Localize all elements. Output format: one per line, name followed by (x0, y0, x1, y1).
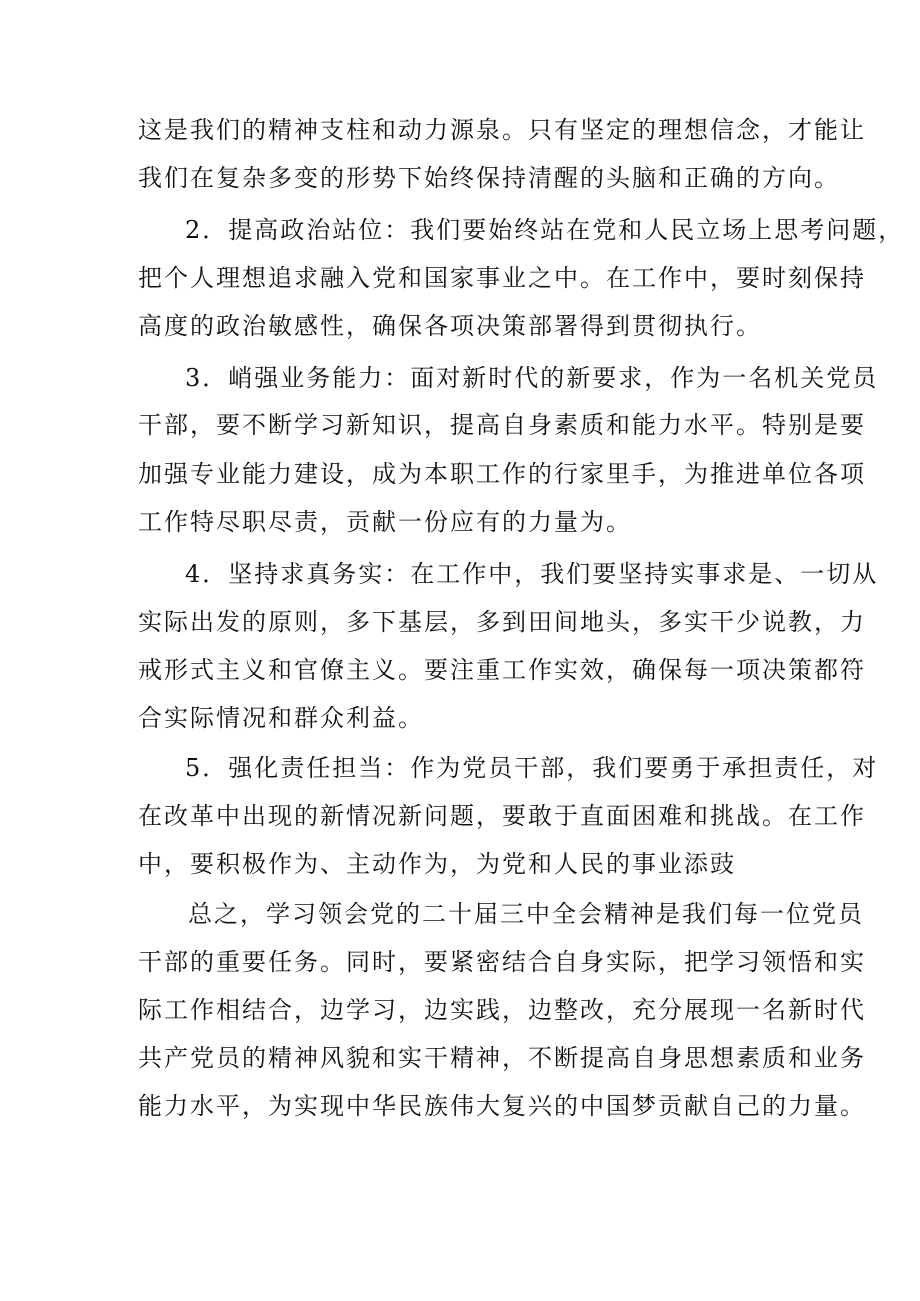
text-line (0, 454, 920, 494)
text-line-content: 我们在复杂多变的形势下始终保持清醒的头脑和正确的方向。 (138, 164, 840, 192)
text-line-content: 4．坚持求真务实：在工作中，我们要坚持实事求是、一切从 (185, 560, 879, 588)
text-line-content: 际工作相结合，边学习，边实践，边整改，充分展现一名新时代 (138, 996, 866, 1024)
text-line (0, 602, 920, 642)
text-line-content: 加强专业能力建设，成为本职工作的行家里手，为推进单位各项 (138, 460, 866, 488)
text-line (0, 748, 920, 788)
text-line (0, 258, 920, 298)
text-line (0, 502, 920, 542)
text-line (0, 1086, 920, 1126)
text-line-content: 这是我们的精神支柱和动力源泉。只有坚定的理想信念，才能让 (138, 116, 866, 144)
text-line (0, 405, 920, 445)
text-line-content: 5．强化责任担当：作为党员干部，我们要勇于承担责任，对 (185, 754, 879, 782)
text-line-content: 总之，学习领会党的二十届三中全会精神是我们每一位党员 (188, 900, 864, 928)
text-line (0, 158, 920, 198)
text-line-content: 实际出发的原则，多下基层，多到田间地头，多实干少说教，力 (138, 608, 866, 636)
text-line (0, 554, 920, 594)
text-line (0, 990, 920, 1030)
text-line (0, 942, 920, 982)
text-line-content: 干部的重要任务。同时，要紧密结合自身实际，把学习领悟和实 (138, 948, 866, 976)
text-line-content: 在改革中出现的新情况新问题，要敢于直面困难和挑战。在工作 (138, 802, 866, 830)
text-line (0, 844, 920, 884)
text-line-content: 把个人理想追求融入党和国家事业之中。在工作中，要时刻保持 (138, 264, 866, 292)
text-line (0, 1038, 920, 1078)
text-line (0, 110, 920, 150)
text-line-content: 干部，要不断学习新知识，提高自身素质和能力水平。特别是要 (138, 411, 866, 439)
text-line-content: 3．峭强业务能力：面对新时代的新要求，作为一名机关党员 (185, 364, 879, 392)
text-line (0, 698, 920, 738)
text-line (0, 358, 920, 398)
text-line (0, 796, 920, 836)
text-line-content: 共产党员的精神风貌和实干精神，不断提高自身思想素质和业务 (138, 1044, 866, 1072)
text-line (0, 210, 920, 250)
text-line (0, 650, 920, 690)
text-line-content: 工作特尽职尽责，贡献一份应有的力量为。 (138, 508, 632, 536)
text-line-content: 戒形式主义和官僚主义。要注重工作实效，确保每一项决策都符 (138, 656, 866, 684)
text-line (0, 306, 920, 346)
text-line-content: 中，要积极作为、主动作为，为党和人民的事业添豉 (138, 850, 736, 878)
text-line-content: 高度的政治敏感性，确保各项决策部署得到贯彻执行。 (138, 312, 762, 340)
text-line-content: 合实际情况和群众利益。 (138, 704, 424, 732)
text-line-content: 能力水平，为实现中华民族伟大复兴的中国梦贡献自己的力量。 (138, 1092, 866, 1120)
text-line (0, 894, 920, 934)
text-line-content: 2．提高政治站位：我们要始终站在党和人民立场上思考问题， (185, 216, 905, 244)
